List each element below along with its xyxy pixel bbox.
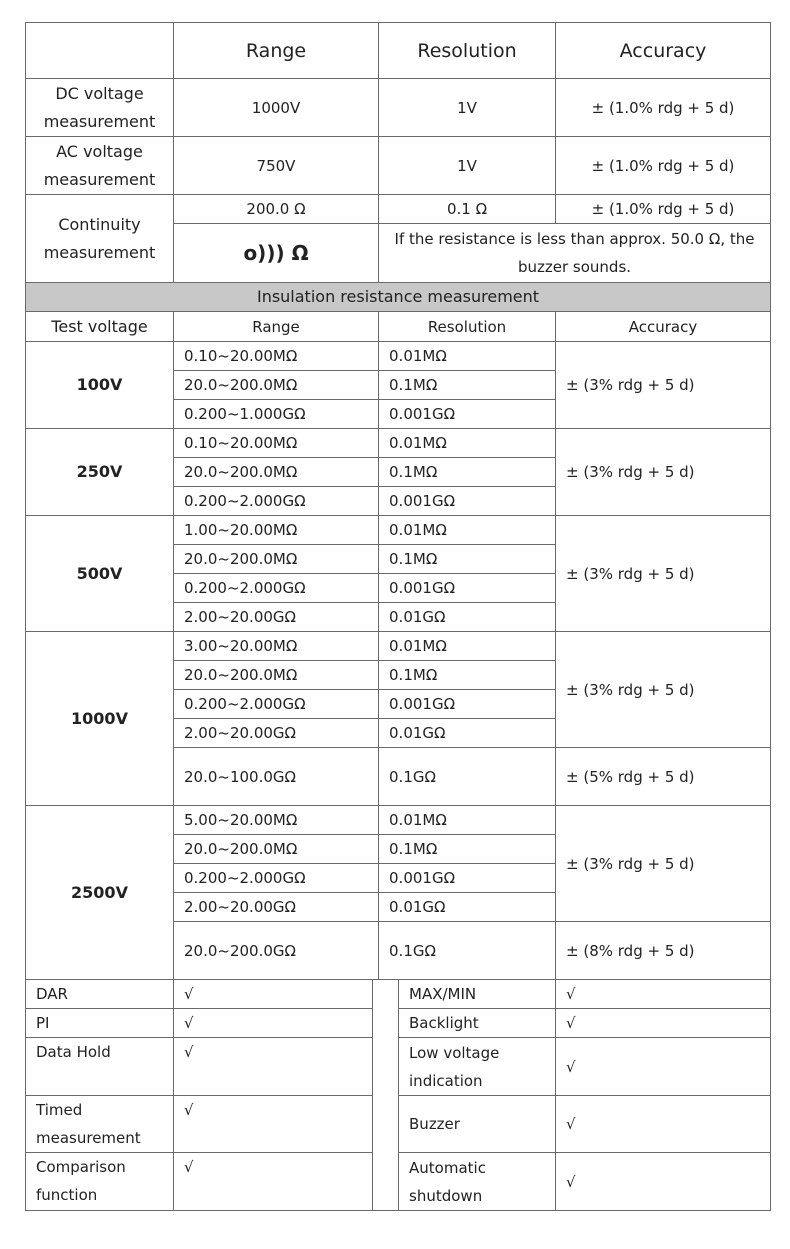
- header-blank: [26, 23, 174, 79]
- header-range: Range: [174, 312, 379, 342]
- feature-label: Backlight: [399, 1009, 556, 1038]
- row-label: AC voltage measurement: [26, 137, 174, 195]
- feature-label: Comparison function: [26, 1153, 174, 1211]
- resolution-cell: 1V: [379, 79, 556, 137]
- feature-check: √: [556, 1038, 771, 1096]
- range-cell: 0.10~20.00MΩ: [174, 342, 379, 371]
- range-cell: 20.0~100.0GΩ: [174, 748, 379, 806]
- feature-check: √: [556, 1153, 771, 1211]
- feature-label: Timed measurement: [26, 1096, 174, 1153]
- row-label: Continuity measurement: [26, 195, 174, 283]
- insulation-title: Insulation resistance measurement: [26, 283, 771, 312]
- feature-row: [26, 980, 771, 1009]
- test-voltage-cell: 100V: [26, 342, 174, 429]
- feature-check: √: [174, 1096, 373, 1153]
- range-cell: 0.200~2.000GΩ: [174, 690, 379, 719]
- dc-voltage-row: [26, 79, 771, 137]
- accuracy-cell: ± (3% rdg + 5 d): [556, 342, 771, 429]
- feature-label: Buzzer: [399, 1096, 556, 1153]
- resolution-cell: 0.01MΩ: [379, 429, 556, 458]
- feature-check: √: [174, 1153, 373, 1211]
- feature-label: Data Hold: [26, 1038, 174, 1096]
- feature-label: MAX/MIN: [399, 980, 556, 1009]
- resolution-cell: 0.1MΩ: [379, 545, 556, 574]
- header-range: Range: [174, 23, 379, 79]
- insulation-header-row: [26, 312, 771, 342]
- test-voltage-cell: 1000V: [26, 632, 174, 806]
- range-cell: 2.00~20.00GΩ: [174, 719, 379, 748]
- resolution-cell: 1V: [379, 137, 556, 195]
- feature-label: Automatic shutdown: [399, 1153, 556, 1211]
- ac-voltage-row: [26, 137, 771, 195]
- accuracy-cell: ± (3% rdg + 5 d): [556, 429, 771, 516]
- header-resolution: Resolution: [379, 23, 556, 79]
- resolution-cell: 0.1MΩ: [379, 661, 556, 690]
- resolution-cell: 0.01MΩ: [379, 806, 556, 835]
- range-cell: 20.0~200.0MΩ: [174, 661, 379, 690]
- insulation-title-row: [26, 283, 771, 312]
- resolution-cell: 0.1GΩ: [379, 748, 556, 806]
- feature-check: √: [556, 980, 771, 1009]
- resolution-cell: 0.1MΩ: [379, 835, 556, 864]
- resolution-cell: 0.01MΩ: [379, 342, 556, 371]
- feature-check: √: [174, 980, 373, 1009]
- accuracy-cell: ± (5% rdg + 5 d): [556, 748, 771, 806]
- resolution-cell: 0.001GΩ: [379, 487, 556, 516]
- row-label: DC voltage measurement: [26, 79, 174, 137]
- resolution-cell: 0.1MΩ: [379, 371, 556, 400]
- resolution-cell: 0.001GΩ: [379, 400, 556, 429]
- header-accuracy: Accuracy: [556, 312, 771, 342]
- resolution-cell: 0.01MΩ: [379, 632, 556, 661]
- resolution-cell: 0.01MΩ: [379, 516, 556, 545]
- feature-row: [26, 1153, 771, 1211]
- feature-check: √: [556, 1096, 771, 1153]
- accuracy-cell: ± (3% rdg + 5 d): [556, 516, 771, 632]
- range-cell: 750V: [174, 137, 379, 195]
- header-row: [26, 23, 771, 79]
- resolution-cell: 0.01GΩ: [379, 719, 556, 748]
- resolution-cell: 0.1GΩ: [379, 922, 556, 980]
- resolution-cell: 0.1MΩ: [379, 458, 556, 487]
- feature-row: [26, 1038, 771, 1096]
- feature-row: [26, 1009, 771, 1038]
- range-cell: 20.0~200.0MΩ: [174, 835, 379, 864]
- accuracy-cell: ± (1.0% rdg + 5 d): [556, 79, 771, 137]
- feature-check: √: [556, 1009, 771, 1038]
- feature-label: DAR: [26, 980, 174, 1009]
- range-cell: 3.00~20.00MΩ: [174, 632, 379, 661]
- accuracy-cell: ± (1.0% rdg + 5 d): [556, 195, 771, 224]
- insulation-row: [26, 516, 771, 545]
- feature-label: PI: [26, 1009, 174, 1038]
- test-voltage-cell: 500V: [26, 516, 174, 632]
- range-cell: 0.200~2.000GΩ: [174, 864, 379, 893]
- accuracy-cell: ± (1.0% rdg + 5 d): [556, 137, 771, 195]
- header-accuracy: Accuracy: [556, 23, 771, 79]
- range-cell: 0.200~2.000GΩ: [174, 487, 379, 516]
- range-cell: 1.00~20.00MΩ: [174, 516, 379, 545]
- resolution-cell: 0.01GΩ: [379, 893, 556, 922]
- range-cell: 20.0~200.0MΩ: [174, 458, 379, 487]
- range-cell: 0.200~1.000GΩ: [174, 400, 379, 429]
- accuracy-cell: ± (3% rdg + 5 d): [556, 806, 771, 922]
- range-cell: 0.10~20.00MΩ: [174, 429, 379, 458]
- spacer-cell: [373, 980, 399, 1211]
- range-cell: 2.00~20.00GΩ: [174, 893, 379, 922]
- range-cell: 20.0~200.0MΩ: [174, 371, 379, 400]
- header-resolution: Resolution: [379, 312, 556, 342]
- range-cell: 5.00~20.00MΩ: [174, 806, 379, 835]
- test-voltage-cell: 250V: [26, 429, 174, 516]
- test-voltage-cell: 2500V: [26, 806, 174, 980]
- header-test-voltage: Test voltage: [26, 312, 174, 342]
- resolution-cell: 0.001GΩ: [379, 864, 556, 893]
- feature-row: [26, 1096, 771, 1153]
- insulation-row: [26, 429, 771, 458]
- range-cell: 20.0~200.0MΩ: [174, 545, 379, 574]
- accuracy-cell: ± (3% rdg + 5 d): [556, 632, 771, 748]
- resolution-cell: 0.001GΩ: [379, 690, 556, 719]
- spec-table: [25, 22, 771, 1211]
- feature-label: Low voltage indication: [399, 1038, 556, 1096]
- insulation-row: [26, 806, 771, 835]
- range-cell: 0.200~2.000GΩ: [174, 574, 379, 603]
- buzzer-ohm-icon: o))) Ω: [174, 224, 379, 283]
- accuracy-cell: ± (8% rdg + 5 d): [556, 922, 771, 980]
- insulation-row: [26, 632, 771, 661]
- insulation-row: [26, 342, 771, 371]
- resolution-cell: 0.01GΩ: [379, 603, 556, 632]
- continuity-note: If the resistance is less than approx. 50.0 Ω, the buzzer sounds.: [379, 224, 771, 283]
- range-cell: 200.0 Ω: [174, 195, 379, 224]
- range-cell: 1000V: [174, 79, 379, 137]
- feature-check: √: [174, 1038, 373, 1096]
- continuity-row: [26, 195, 771, 224]
- range-cell: 2.00~20.00GΩ: [174, 603, 379, 632]
- feature-check: √: [174, 1009, 373, 1038]
- range-cell: 20.0~200.0GΩ: [174, 922, 379, 980]
- resolution-cell: 0.001GΩ: [379, 574, 556, 603]
- resolution-cell: 0.1 Ω: [379, 195, 556, 224]
